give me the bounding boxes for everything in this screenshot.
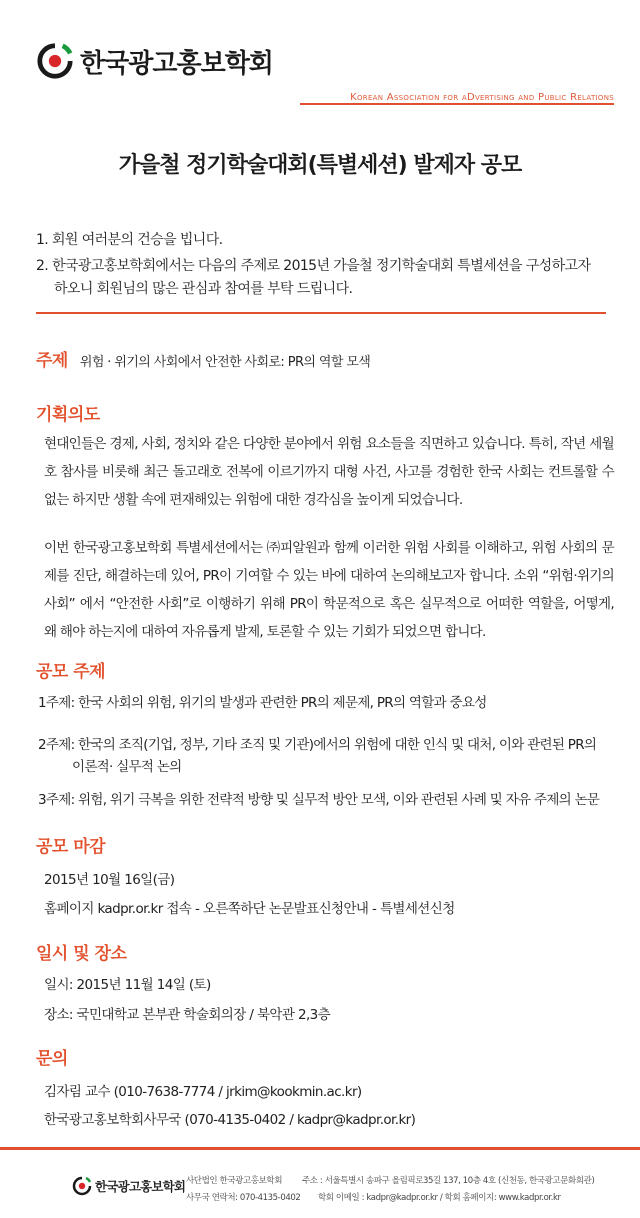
- header-divider: [300, 103, 614, 105]
- theme-text: 위험 · 위기의 사회에서 안전한 사회로: PR의 역할 모색: [79, 355, 371, 370]
- footer-legal-name: 사단법인 한국광고홍보학회: [186, 1176, 283, 1186]
- page-title: 가을철 정기학술대회(특별세션) 발제자 공모: [118, 153, 522, 178]
- deadline-heading: 공모 마감: [36, 837, 106, 857]
- footer-address: 주소 : 서울특별시 송파구 올림픽로35길 137, 10층 4호 (신천동, 한국광고문화회관): [302, 1176, 595, 1186]
- org-name: 한국광고홍보학회: [80, 48, 273, 79]
- kadpr-logo-icon: [72, 1176, 92, 1196]
- footer-logo: [72, 1176, 185, 1196]
- kadpr-logo-icon: [36, 42, 74, 80]
- intro-line-1: 1. 회원 여러분의 건승을 빕니다.: [36, 232, 223, 248]
- deadline-how: 홈페이지 kadpr.or.kr 접속 - 오른쪽하단 논문발표신청안내 - 특별세션신청: [44, 901, 455, 917]
- planning-heading: 기획의도: [36, 405, 100, 425]
- planning-paragraph-1: 현대인들은 경제, 사회, 정치와 같은 다양한 분야에서 위험 요소들을 직면하고 있습니다. 특히, 작년 세월호 참사를 비롯해 최근 돌고래호 전복에 이르기까지 대형 사건, 사고를 경험한 한국 사회는 컨트롤할 수 없는 하지만 생활 속에 편재해있는 위험에 대한 경각심을 높이게 되었습니다.: [44, 436, 614, 508]
- footer-office-phone: 사무국 연락처: 070-4135-0402: [186, 1193, 301, 1203]
- planning-paragraph-2: 이번 한국광고홍보학회 특별세션에서는 ㈜피알원과 함께 이러한 위험 사회를 이해하고, 위험 사회의 문제를 진단, 해결하는데 있어, PR이 기여할 수 있는 바에 대하여 논의해보고자 합니다. 소위 “위험·위기의 사회” 에서 “안전한 사회”로 이행하기 위해 PR이 학문적으로 혹은 실무적으로 어떠한 역할을, 어떻게, 왜 해야 하는지에 대하여 자유롭게 발제, 토론할 수 있는 기회가 되었으면 합니다.: [44, 540, 614, 640]
- schedule-when: 일시: 2015년 11월 14일 (토): [44, 977, 211, 993]
- footer-divider: [0, 1147, 640, 1150]
- theme-heading: 주제: [36, 351, 68, 371]
- intro-divider: [36, 312, 606, 314]
- header-logo: [36, 42, 273, 80]
- topic-2: [38, 734, 622, 778]
- deadline-date: 2015년 10월 16일(금): [44, 872, 175, 888]
- section-theme: [36, 346, 370, 371]
- footer-org-name: 한국광고홍보학회: [95, 1179, 186, 1194]
- topic-3: 3주제: 위험, 위기 극복을 위한 전략적 방향 및 실무적 방안 모색, 이와 관련된 사례 및 자유 주제의 논문: [38, 792, 600, 808]
- intro-line-2: 2. 한국광고홍보학회에서는 다음의 주제로 2015년 가을철 정기학술대회 특별세션을 구성하고자: [36, 258, 591, 274]
- schedule-where: 장소: 국민대학교 본부관 학술회의장 / 북악관 2,3층: [44, 1007, 331, 1023]
- schedule-heading: 일시 및 장소: [36, 944, 127, 964]
- org-name-english: Korean Association for aDvertising and Public Relations: [350, 92, 614, 103]
- intro-line-3: 하오니 회원님의 많은 관심과 참여를 부탁 드립니다.: [54, 281, 353, 297]
- contact-heading: 문의: [36, 1049, 68, 1069]
- footer-email-web: 학회 이메일 : kadpr@kadpr.or.kr / 학회 홈페이지: www.kadpr.or.kr: [318, 1193, 561, 1203]
- topic-2-line-2: 이론적· 실무적 논의: [72, 759, 182, 775]
- topic-2-line-1: 2주제: 한국의 조직(기업, 정부, 기타 조직 및 기관)에서의 위험에 대한 인식 및 대처, 이와 관련된 PR의: [38, 737, 597, 753]
- topics-heading: 공모 주제: [36, 662, 106, 682]
- contact-line-2: 한국광고홍보학회사무국 (070-4135-0402 / kadpr@kadpr.or.kr): [44, 1112, 416, 1128]
- topic-1: 1주제: 한국 사회의 위험, 위기의 발생과 관련한 PR의 제문제, PR의 역할과 중요성: [38, 695, 487, 711]
- contact-line-1: 김자림 교수 (010-7638-7774 / jrkim@kookmin.ac.kr): [44, 1084, 362, 1100]
